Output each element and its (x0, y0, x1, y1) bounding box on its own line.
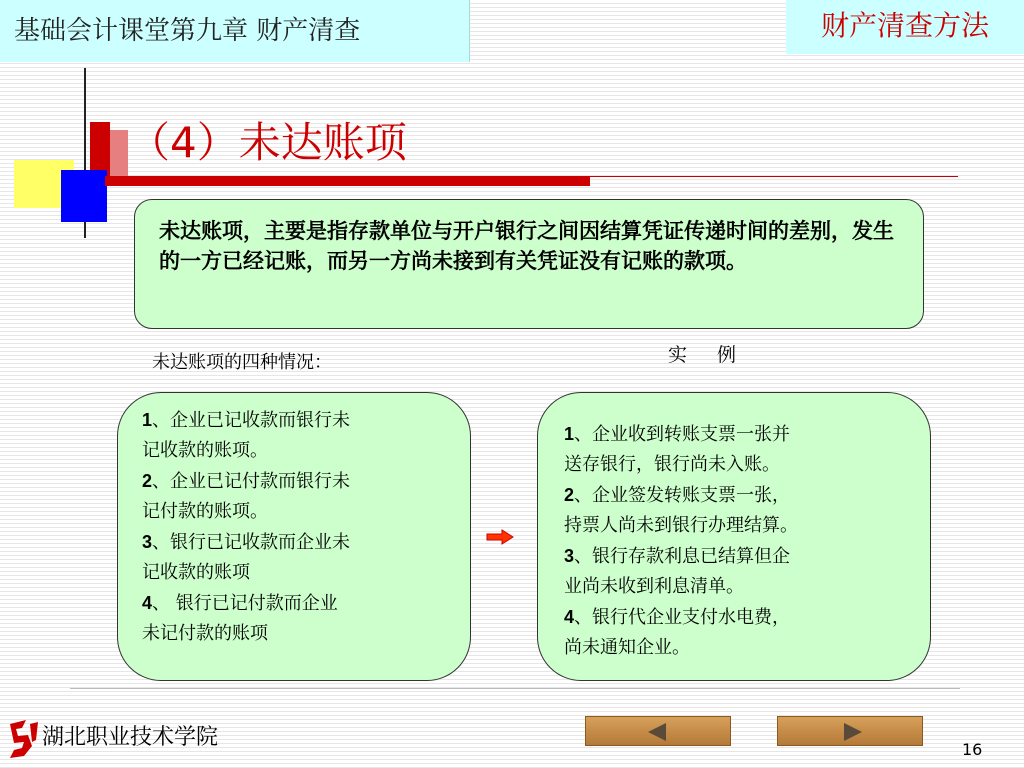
decorative-pink-bar (110, 130, 128, 178)
cases-box (117, 392, 471, 681)
triangle-left-icon (586, 717, 732, 747)
cases-label: 未达账项的四种情况： (152, 352, 332, 373)
slide-title: （4）未达账项 (128, 118, 407, 167)
example-item-2: 2、企业签发转账支票一张， 持票人尚未到银行办理结算。 (564, 485, 798, 536)
page-number: 16 (962, 740, 983, 759)
title-underline-thin (590, 176, 958, 177)
case-item-3: 3、银行已记收款而企业未 记收款的账项 (142, 532, 351, 583)
school-logo-icon (6, 718, 40, 760)
definition-box (134, 199, 924, 329)
example-item-4: 4、银行代企业支付水电费， 尚未通知企业。 (564, 607, 791, 658)
decorative-red-bar (90, 122, 110, 177)
examples-box (537, 392, 931, 681)
decorative-blue-square (61, 170, 107, 222)
example-item-1: 1、企业收到转账支票一张并 送存银行，银行尚未入账。 (564, 424, 791, 475)
footer-divider (70, 688, 960, 689)
definition-text: 未达账项，主要是指存款单位与开户银行之间因结算凭证传递时间的差别，发生的一方已经记账，而另一方尚未接到有关凭证没有记账的款项。 (159, 219, 894, 273)
section-title: 财产清查方法 (786, 0, 1024, 54)
school-name: 湖北职业技术学院 (42, 725, 219, 750)
chapter-title: 基础会计课堂第九章 财产清查 (0, 0, 470, 62)
case-item-4: 4、 银行已记付款而企业 未记付款的账项 (142, 593, 338, 644)
case-item-2: 2、企业已记付款而银行未 记付款的账项。 (142, 471, 351, 522)
title-underline (105, 176, 590, 186)
triangle-right-icon (778, 717, 924, 747)
example-label: 实例 (668, 344, 767, 366)
arrow-right-icon (486, 529, 514, 545)
example-item-3: 3、银行存款利息已结算但企 业尚未收到利息清单。 (564, 546, 791, 597)
case-item-1: 1、企业已记收款而银行未 记收款的账项。 (142, 410, 351, 461)
prev-slide-button[interactable] (585, 716, 731, 746)
next-slide-button[interactable] (777, 716, 923, 746)
